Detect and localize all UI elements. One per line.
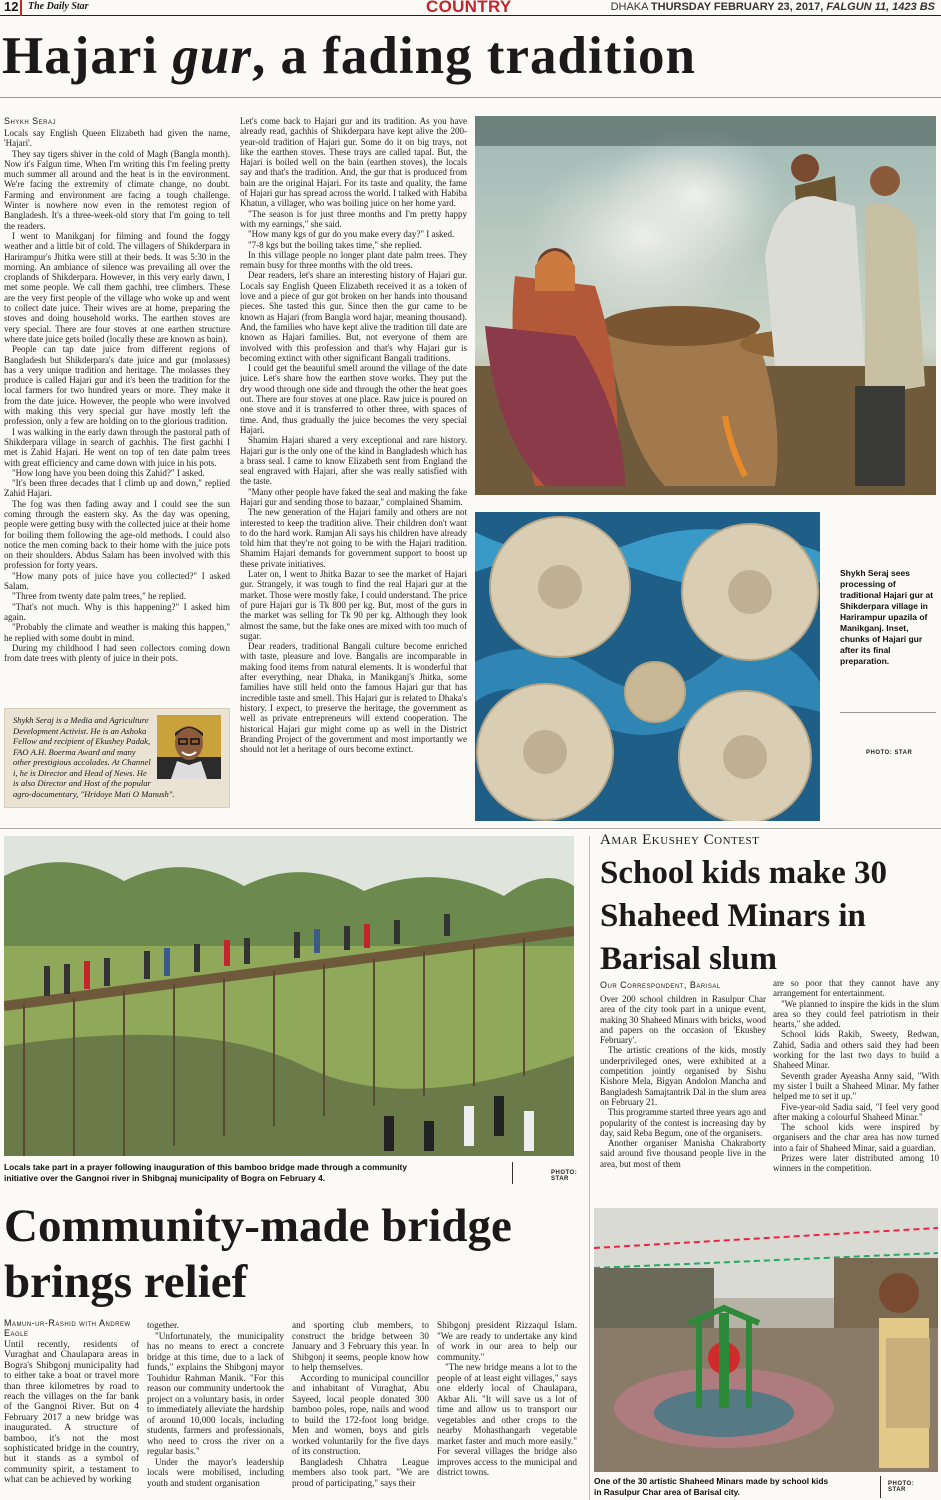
byline-shykh-seraj: Shykh Seraj [4,116,57,126]
paragraph: Seventh grader Ayeasha Anny said, "With my sister I built a Shaheed Minar. My father helped me to set it up." [773,1070,939,1102]
page-number: 12 [4,0,19,14]
paragraph: "The season is for just three months and I'm pretty happy with my earnings," she said. [240,208,467,229]
caption-separator-2 [880,1476,881,1498]
paragraph: This programme started three years ago and popularity of the contest is increasing day by day, said Reba Begum, one of the organisers. [600,1107,766,1138]
story3-column-2 [773,978,939,1190]
paragraph: Dear readers, traditional Bangali culture become enriched with taste, pleasure and love. Bangalis are incomparable in making food items from natural elements. It is wonderful that after everything, near Dhaka, in Manikganj's Jhitka, some families have still held onto the famous Hajari gur that has incredible taste and smell. This Hajari gur is related to Dhaka's history. I expect, to preserve the heritage, the government as well as private entrepreneurs will extend cooperation. The historical Hajari gur might come up as well in the District Branding Project of the government and most importantly we should not let a heritage of ours become extinct. [240,641,467,755]
paragraph: Over 200 school children in Rasulpur Char area of the city took part in a unique event, making 30 Shaheed Minars with bricks, wood and papers on the occasion of 'Ekushey February'. [600,994,766,1046]
paragraph: I could get the beautiful smell around the village of the date juice. Let's share how the earthen stove works. They put the dry wood through one side and through the other the heat goes out. There are four stoves at one place. Raw juice is poured on one stove and it is transferred to other three, with spaces of time. And, thus gradually the juice becomes the very special Hajari. [240,363,467,435]
photo-credit-gur: PHOTO: STAR [866,750,913,756]
section-divider [0,828,941,829]
photo-bamboo-bridge [4,836,574,1156]
dateline: DHAKA THURSDAY FEBRUARY 23, 2017, FALGUN 11, 1423 BS [610,1,935,13]
byline-mamun-ur-rashid: Mamun-ur-Rashid with Andrew Eagle [4,1318,131,1338]
author-bio-box: Shykh Seraj is a Media and Agriculture Development Activist. He is an Ashoka Fellow and recipient of Ekushey Padak, FAO A.H. Boerma Award and many other prestigious accolades. At Channel i, he is Director and Head of News. He is also Director and Host of the popular agro-documentary, "Hridoye Mati O Manush". [4,708,230,808]
caption-gur-photo: Shykh Seraj sees processing of traditional Hajari gur at Shikderpara village in Harirampur upazila of Manikganj. Inset, chunks of Hajari gur after its final preparation. [840,568,934,666]
paragraph: together. [147,1320,179,1330]
headline-shaheed-minars: School kids make 30 Shaheed Minars in Barisal slum [600,855,887,977]
paragraph: The fog was then fading away and I could see the sun coming through the eastern sky. As the day was opening, people were getting busy with the collected juice at their home for boiling them following the age-old methods. I could also notice the men coming back to their home with the juice pots on their shoulders. Abdus Salam has been involved with this profession for forty years. [4,498,230,571]
paragraph: Later on, I went to Jhitka Bazar to see the market of Hajari gur. Strangely, it was tough to find the real Hajari gur at the market. Those were mostly fake, I could understand. The price of pure Hajari gur is Tk 800 per kg. But, most of the gurs in the market was selling for Tk 90 per kg. Although they look almost the same, but the fake ones are mixed with too much of sugar. [240,569,467,641]
paragraph: "Probably the climate and weather is making this happen," he replied with some doubt in mind. [4,622,230,643]
page-number-divider [20,0,22,16]
paragraph: Let's come back to Hajari gur and its tradition. As you have already read, gachhis of Shikderpara have kept alive the 200-year-old tradition of Hajari gur. Some do it on big trays, not like the earthen stoves. These trays are called tapal. But, the Hajari is boiled well on the bain (earthen stoves), the locals say and that's the tradition. And, the gur that is produced from bain are the original Hajari. For its taste and quality, the fame of Hajari gur has spread across the world. I talked with Habiba Khatun, a villager, who was boiling juice on her home yard. [240,116,467,209]
paragraph: Until recently, residents of Vuraghat and Chaulapara areas in Bogra's Shibgonj municipality had to either take a boat or travel more than three kilometres by road to reach the villages on the far bank of the Gangnoi River. But on 4 February 2017 a new bridge was inaugurated. A structure of bamboo, it's not the most sophisticated bridge in the country, but it stands as a symbol of community spirit, a testament to what can be achieved by working [4,1340,139,1486]
paragraph: "How many kgs of gur do you make every day?" I asked. [248,229,455,240]
paragraph: Shibgonj president Rizzaqul Islam. "We are ready to undertake any kind of work in our area to help our community." [437,1320,577,1362]
paragraph: The school kids were inspired by organisers and the char area has now turned into a fair of Shaheed Minar, said a guardian. [773,1122,939,1153]
kicker-amar-ekushey: Amar Ekushey Contest [600,832,760,848]
paragraph: The artistic creations of the kids, mostly underprivileged ones, were exhibited at a competition jointly organised by Sishu Kishore Mela, Bigyan Andolon Mancha and Bangladesh Samajtantrik Dal in the slum area on February 21. [600,1045,766,1107]
paragraph: "That's not much. Why is this happening?" I asked him again. [4,601,230,622]
photo-shaheed-minar [594,1208,938,1472]
caption-separator [512,1162,513,1184]
headline-community-bridge: Community-made bridge brings relief [4,1200,512,1308]
paragraph: "We planned to inspire the kids in the slum area so they could feel patriotism in their hearts," she added. [773,998,939,1030]
paragraph: are so poor that they cannot have any arrangement for entertainment. [773,978,939,999]
caption-shaheed-minar-photo: One of the 30 artistic Shaheed Minars made by school kids in Rasulpur Char area of Barisal city. [594,1476,829,1497]
paragraph: and sporting club members, to construct the bridge between 30 January and 3 February this year. In Shibgonj it seems, people know how to help themselves. [292,1320,429,1372]
paragraph: Another organiser Manisha Chakraborty said around five thousand people live in the area, but most of them [600,1138,766,1169]
section-title: COUNTRY [426,0,512,16]
story2-column-1 [4,1340,139,1500]
story2-column-4 [437,1320,577,1500]
paragraph: People can tap date juice from different regions of Bangladesh but Shikderpara's date juice and gur (molasses) has a very unique tradition and heritage. The molasses they produce is called Hajari gur and it's been the tradition for the local farmers for two hundred years or more. They make it from the date juice. However, the people who were involved with making this very special gur have mostly left the profession, only a few are holding on to the glorious tradition. [4,344,230,427]
masthead-logo: The Daily Star [28,1,89,12]
paragraph: "Three from twenty date palm trees," he replied. [12,591,187,602]
byline-our-correspondent: Our Correspondent, Barisal [600,980,721,990]
story1-column-2 [240,116,467,820]
paragraph: "How long have you been doing this Zahid?" I asked. [12,467,205,478]
story2-column-2 [147,1320,284,1500]
page-header [0,0,941,16]
author-portrait [157,715,221,779]
paragraph: I went to Manikganj for filming and found the foggy weather and a little bit of cold. The villagers of Shikderpara in Harirampur's Jhitka were still at their beds. It was 5:30 in the morning. An ambiance of silence was prevailing all over the croplands of Shikderpara. However, in this very early dawn, I met some people. We call them gachhi, tree climbers. These are the very first people of the village who woke up and went to collect date juice. Their wives are at home, preparing the stoves and doing household works. The earthen stoves are very special. There are four stoves at one earthen structure where date juice gets boiled (locally these are known as bain). [4,230,230,344]
story2-column-3 [292,1320,429,1500]
paragraph: "How many pots of juice have you collected?" I asked Salam. [4,570,230,592]
paragraph: Under the mayor's leadership locals were mobilised, including youth and student organisation [147,1456,284,1488]
paragraph: "7-8 kgs but the boiling takes time," she replied. [248,239,422,250]
caption-rule [840,712,936,713]
paragraph: The new generation of the Hajari family and others are not interested to keep the tradition alive. Their children don't want to do the hard work. Ramjan Ali says his children have already told him that they're not going to be with the Hajari tradition. Shamim Hajari demands for government support to boost up these private initiatives. [240,507,467,569]
paragraph: In this village people no longer plant date palm trees. They remain busy for three months with the old trees. [240,249,467,271]
paragraph: Prizes were later distributed among 10 winners in the competition. [773,1153,939,1174]
story1-column-1 [4,128,230,706]
paragraph: "Unfortunately, the municipality has no means to erect a concrete bridge at this time, due to a lack of funds," explains the Shibgonj mayor Touhidur Rahman Manik. "For this reason our community undertook the project on a voluntary basis, in order to immediately alleviate the hardship of around 10,000 locals, including students, farmers and professionals, who need to cross the river on a regular basis." [147,1330,284,1456]
photo-credit-bridge: PHOTO: STAR [551,1170,578,1182]
photo-credit-shaheed: PHOTO: STAR [888,1481,915,1493]
photo-inset-gur-chunks [475,512,820,821]
paragraph: They say tigers shiver in the cold of Magh (Bangla month). Now it's Falgun time. When I'm writing this I'm feeling pretty much summer all around and the heat is in the environment. We're facing the extremity of climate change, no doubt. Farming and environment are facing a tough challenge. Winter is nowhere now even in the remotest region of Bangladesh. It's a three-week-old story that I'm going to tell the readers. [4,148,230,231]
paragraph: "The new bridge means a lot to the people of at least eight villages," says one elderly local of Chaulapara, Akbar Ali. "It will save us a lot of time and allow us to transport our vegetables and other crops to the nearby Mohasthangarh vegetable market faster and much more easily." For several villages the bridge also improves access to the municipal and district towns. [437,1362,577,1477]
story3-column-1 [600,994,766,1190]
paragraph: Bangladesh Chhatra League members also took part. "We are proud of participating," says their [292,1456,429,1488]
photo-gur-processing [475,116,936,495]
paragraph: Five-year-old Sadia said, "I feel very good after making a colourful Shaheed Minar." [773,1101,939,1122]
paragraph: School kids Rakib, Sweety, Redwan, Zahid, Sadia and others said they had been working for the last two days to build a Shaheed Minar. [773,1029,939,1071]
headline-rule [0,97,941,98]
paragraph: During my childhood I had seen collectors coming down from date trees with plenty of juice in their pots. [4,642,230,664]
headline-hajari-gur: Hajari gur, a fading tradition [2,27,697,85]
paragraph: "It's been three decades that I climb up and down," replied Zahid Hajari. [4,478,230,499]
paragraph: Dear readers, let's share an interesting history of Hajari gur. Locals say English Queen Elizabeth received it as a token of love and a piece of gur got broken on her hands into thousand pieces. She tasted this gur. Since then the gur came to be known as Hajari (from Bangla word hajar, meaning thousand). And, the families who have kept alive the tradition till date are known as Hajari families. But, not everyone of them are involved with this profession and that's why Hajari gur is becoming extinct with other significant Bangali traditions. [240,270,467,363]
caption-bridge-photo: Locals take part in a prayer following inauguration of this bamboo bridge made through a community initiative over the Gangnoi river in Shibgnaj municipality of Bogra on February 4. [4,1162,407,1183]
column-divider [589,836,590,1500]
paragraph: I was walking in the early dawn through the pastoral path of Shikderpara village in search of gachhis. The first gachhi I met is Zahid Hajari. He went on top of ten date palm trees with great efficiency and came down with juice in his pots. [4,426,230,468]
paragraph: According to municipal councillor and inhabitant of Vuraghat, Abu Sayeed, local people donated 300 bamboo poles, rope, nails and wood to build the 172-foot long bridge. Men and women, boys and girls worked voluntarily for the five days of its construction. [292,1372,429,1456]
paragraph: Shamim Hajari shared a very exceptional and rare history. Hajari gur is the only one of the kind in Bangladesh which has a brass seal. I came to know Elizabeth sent from England the seal engraved with Hajari, after she was really satisfied with the taste. [240,435,467,487]
paragraph: Locals say English Queen Elizabeth had given the name, 'Hajari'. [4,128,230,149]
paragraph: "Many other people have faked the seal and making the fake Hajari gur and sending those to bazaar," complained Shamim. [240,486,467,507]
